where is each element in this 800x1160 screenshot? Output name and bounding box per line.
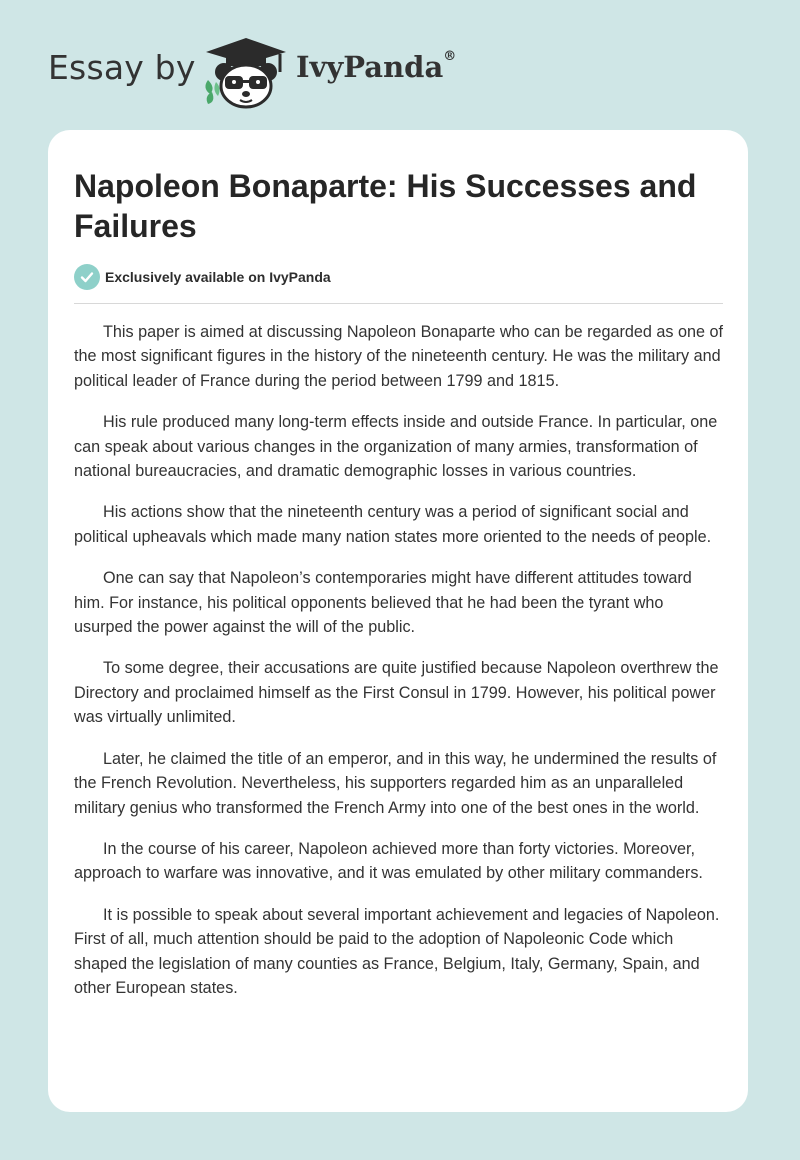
paragraph: In the course of his career, Napoleon achieved more than forty victories. Moreover, approach to warfare was innovative, and it was emulated by other military commanders.: [74, 839, 703, 883]
essay-by-label: Essay by: [48, 48, 196, 87]
site-header: [0, 0, 800, 130]
exclusive-badge: [74, 264, 331, 290]
essay-body: [74, 320, 726, 1017]
registered-mark: ®: [443, 49, 457, 65]
paragraph: His rule produced many long-term effects inside and outside France. In particular, one can speak about various changes in the organization of many armies, transformation of national bureaucracies, and dramatic demographic losses in various countries.: [74, 413, 718, 481]
check-icon: [74, 264, 100, 290]
paragraph: His actions show that the nineteenth century was a period of significant social and political upheavals which made many nation states more oriented to the needs of people.: [74, 503, 712, 546]
page-title: Napoleon Bonaparte: His Successes and Failures: [74, 168, 697, 244]
brand-text: IvyPanda: [296, 50, 444, 84]
paragraph: It is possible to speak about several important achievement and legacies of Napoleon. First of all, much attention should be paid to the adoption of Napoleonic Code which shaped the legislation of many counties as France, Belgium, Italy, Germany, Spain, and other European states.: [74, 905, 720, 997]
divider: [74, 303, 723, 304]
brand-name[interactable]: [296, 50, 456, 84]
exclusive-label: Exclusively available on IvyPanda: [105, 269, 331, 285]
paragraph: This paper is aimed at discussing Napoleon Bonaparte who can be regarded as one of the most significant figures in the history of the nineteenth century. He was the military and political leader of France during the period between 1799 and 1815.: [74, 323, 724, 390]
paragraph: Later, he claimed the title of an emperor, and in this way, he undermined the results of the French Revolution. Nevertheless, his supporters regarded him as an unparalleled military genius who transformed the French Army into one of the best ones in the world.: [74, 749, 717, 817]
essay-card: [48, 130, 748, 1112]
paragraph: To some degree, their accusations are quite justified because Napoleon overthrew the Directory and proclaimed himself as the First Consul in 1799. However, his political power was virtually unlimited.: [74, 659, 719, 727]
panda-graduate-icon[interactable]: [200, 34, 292, 110]
paragraph: One can say that Napoleon’s contemporaries might have different attitudes toward him. For instance, his political opponents believed that he had been the tyrant who usurped the power against the will of the public.: [74, 569, 692, 637]
